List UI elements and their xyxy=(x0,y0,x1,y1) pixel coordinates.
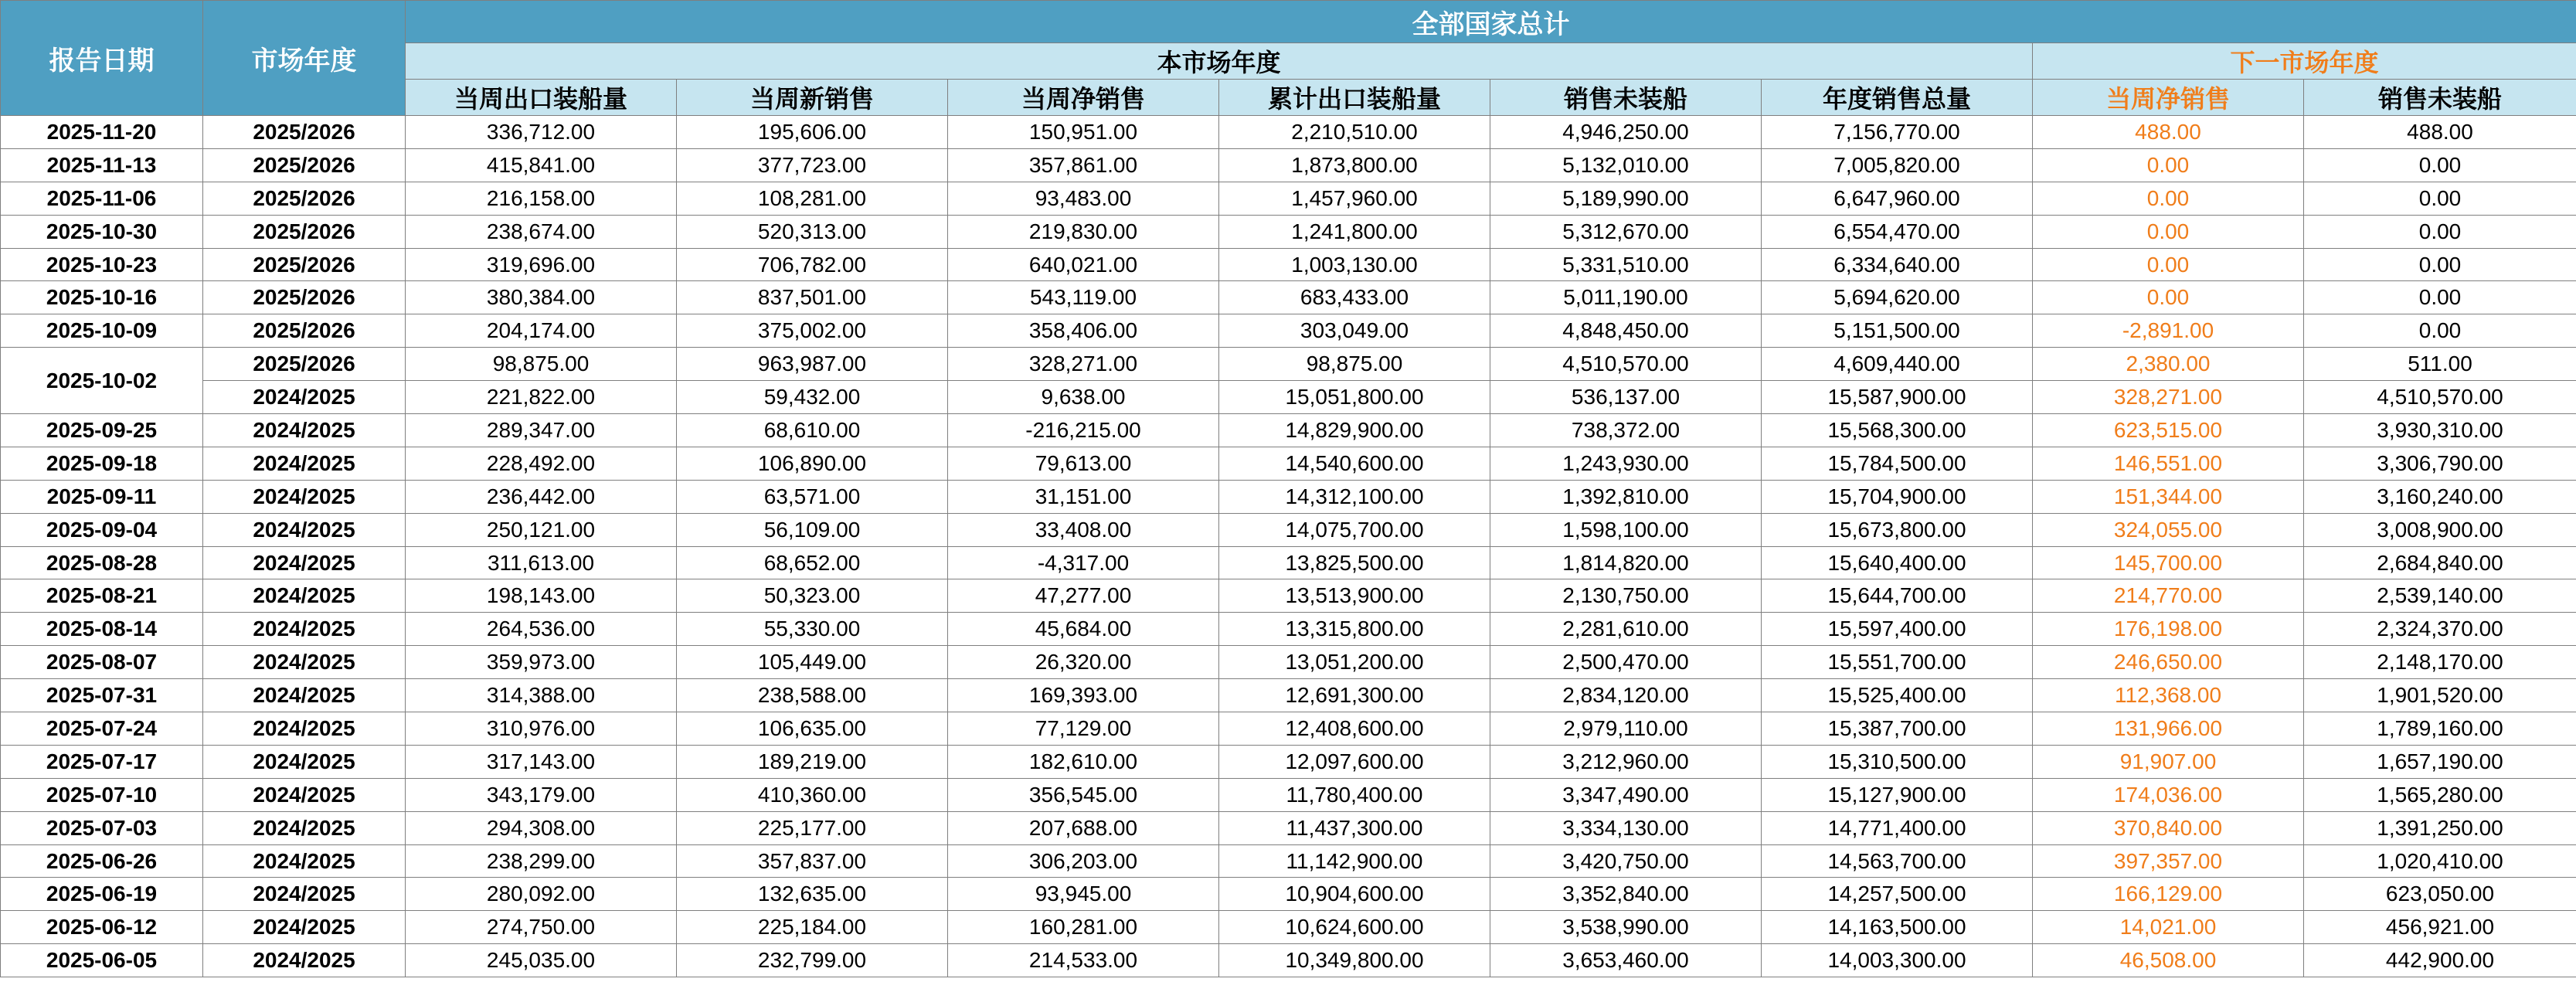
value-cell[interactable]: 214,770.00 xyxy=(2033,579,2304,613)
market-year-cell[interactable]: 2024/2025 xyxy=(203,447,406,480)
market-year-cell[interactable]: 2024/2025 xyxy=(203,745,406,778)
value-cell[interactable]: 623,515.00 xyxy=(2033,414,2304,447)
value-cell[interactable]: 145,700.00 xyxy=(2033,546,2304,579)
report-date-cell[interactable]: 2025-09-11 xyxy=(1,480,203,513)
value-cell[interactable]: 303,049.00 xyxy=(1219,314,1490,348)
value-cell[interactable]: 232,799.00 xyxy=(677,944,948,977)
value-cell[interactable]: 93,483.00 xyxy=(948,182,1219,215)
report-date-cell[interactable]: 2025-08-07 xyxy=(1,646,203,679)
value-cell[interactable]: 536,137.00 xyxy=(1490,381,1762,414)
market-year-cell[interactable]: 2024/2025 xyxy=(203,414,406,447)
value-cell[interactable]: 2,130,750.00 xyxy=(1490,579,1762,613)
table-row xyxy=(1,613,2576,646)
report-date-cell[interactable]: 2025-06-19 xyxy=(1,878,203,911)
value-cell[interactable]: 14,540,600.00 xyxy=(1219,447,1490,480)
market-year-cell[interactable]: 2025/2026 xyxy=(203,348,406,381)
value-cell[interactable]: 77,129.00 xyxy=(948,712,1219,746)
value-cell[interactable]: 2,324,370.00 xyxy=(2304,613,2576,646)
value-cell[interactable]: 11,142,900.00 xyxy=(1219,844,1490,878)
value-cell[interactable]: 14,563,700.00 xyxy=(1762,844,2033,878)
value-cell[interactable]: 15,568,300.00 xyxy=(1762,414,2033,447)
value-cell[interactable]: 4,848,450.00 xyxy=(1490,314,1762,348)
value-cell[interactable]: 3,306,790.00 xyxy=(2304,447,2576,480)
value-cell[interactable]: 310,976.00 xyxy=(406,712,677,746)
value-cell[interactable]: 15,525,400.00 xyxy=(1762,679,2033,712)
value-cell[interactable]: 336,712.00 xyxy=(406,116,677,149)
value-cell[interactable]: 14,003,300.00 xyxy=(1762,944,2033,977)
value-cell[interactable]: 1,789,160.00 xyxy=(2304,712,2576,746)
value-cell[interactable]: 3,334,130.00 xyxy=(1490,811,1762,844)
value-cell[interactable]: 5,331,510.00 xyxy=(1490,248,1762,281)
value-cell[interactable]: 160,281.00 xyxy=(948,911,1219,944)
value-cell[interactable]: 456,921.00 xyxy=(2304,911,2576,944)
value-cell[interactable]: 442,900.00 xyxy=(2304,944,2576,977)
value-cell[interactable]: 225,184.00 xyxy=(677,911,948,944)
column-header[interactable]: 当周出口装船量 xyxy=(406,80,677,116)
value-cell[interactable]: 216,158.00 xyxy=(406,182,677,215)
value-cell[interactable]: 132,635.00 xyxy=(677,878,948,911)
table-row xyxy=(1,944,2576,977)
table-row xyxy=(1,215,2576,248)
value-cell[interactable]: 0.00 xyxy=(2304,182,2576,215)
header-next-market-year: 下一市场年度 xyxy=(2033,43,2576,80)
value-cell[interactable]: 359,973.00 xyxy=(406,646,677,679)
value-cell[interactable]: 1,901,520.00 xyxy=(2304,679,2576,712)
value-cell[interactable]: 195,606.00 xyxy=(677,116,948,149)
report-date-cell[interactable]: 2025-08-21 xyxy=(1,579,203,613)
value-cell[interactable]: 356,545.00 xyxy=(948,778,1219,811)
value-cell[interactable]: 169,393.00 xyxy=(948,679,1219,712)
value-cell[interactable]: 245,035.00 xyxy=(406,944,677,977)
value-cell[interactable]: 47,277.00 xyxy=(948,579,1219,613)
value-cell[interactable]: 166,129.00 xyxy=(2033,878,2304,911)
value-cell[interactable]: 3,008,900.00 xyxy=(2304,513,2576,546)
value-cell[interactable]: 63,571.00 xyxy=(677,480,948,513)
value-cell[interactable]: 214,533.00 xyxy=(948,944,1219,977)
value-cell[interactable]: 50,323.00 xyxy=(677,579,948,613)
value-cell[interactable]: 15,597,400.00 xyxy=(1762,613,2033,646)
column-header[interactable]: 累计出口装船量 xyxy=(1219,80,1490,116)
report-date-cell[interactable]: 2025-08-14 xyxy=(1,613,203,646)
value-cell[interactable]: 0.00 xyxy=(2033,148,2304,182)
market-year-cell[interactable]: 2024/2025 xyxy=(203,613,406,646)
report-date-cell[interactable]: 2025-07-03 xyxy=(1,811,203,844)
value-cell[interactable]: 488.00 xyxy=(2304,116,2576,149)
value-cell[interactable]: 1,241,800.00 xyxy=(1219,215,1490,248)
value-cell[interactable]: 105,449.00 xyxy=(677,646,948,679)
report-date-cell[interactable]: 2025-07-31 xyxy=(1,679,203,712)
market-year-cell[interactable]: 2024/2025 xyxy=(203,911,406,944)
value-cell[interactable]: 98,875.00 xyxy=(406,348,677,381)
column-header[interactable]: 当周净销售 xyxy=(948,80,1219,116)
value-cell[interactable]: 45,684.00 xyxy=(948,613,1219,646)
value-cell[interactable]: 2,684,840.00 xyxy=(2304,546,2576,579)
value-cell[interactable]: 91,907.00 xyxy=(2033,745,2304,778)
table-row xyxy=(1,281,2576,314)
value-cell[interactable]: 4,609,440.00 xyxy=(1762,348,2033,381)
value-cell[interactable]: 3,212,960.00 xyxy=(1490,745,1762,778)
market-year-cell[interactable]: 2024/2025 xyxy=(203,778,406,811)
value-cell[interactable]: 106,635.00 xyxy=(677,712,948,746)
value-cell[interactable]: 14,075,700.00 xyxy=(1219,513,1490,546)
value-cell[interactable]: 511.00 xyxy=(2304,348,2576,381)
value-cell[interactable]: 264,536.00 xyxy=(406,613,677,646)
value-cell[interactable]: 3,160,240.00 xyxy=(2304,480,2576,513)
value-cell[interactable]: 274,750.00 xyxy=(406,911,677,944)
value-cell[interactable]: 225,177.00 xyxy=(677,811,948,844)
value-cell[interactable]: 2,148,170.00 xyxy=(2304,646,2576,679)
market-year-cell[interactable]: 2024/2025 xyxy=(203,579,406,613)
value-cell[interactable]: 1,657,190.00 xyxy=(2304,745,2576,778)
market-year-cell[interactable]: 2024/2025 xyxy=(203,811,406,844)
header-all-countries-total: 全部国家总计 xyxy=(406,1,2576,43)
value-cell[interactable]: -216,215.00 xyxy=(948,414,1219,447)
value-cell[interactable]: 415,841.00 xyxy=(406,148,677,182)
value-cell[interactable]: 1,243,930.00 xyxy=(1490,447,1762,480)
value-cell[interactable]: 15,051,800.00 xyxy=(1219,381,1490,414)
value-cell[interactable]: 189,219.00 xyxy=(677,745,948,778)
value-cell[interactable]: 238,299.00 xyxy=(406,844,677,878)
value-cell[interactable]: 520,313.00 xyxy=(677,215,948,248)
value-cell[interactable]: 5,151,500.00 xyxy=(1762,314,2033,348)
value-cell[interactable]: 14,312,100.00 xyxy=(1219,480,1490,513)
value-cell[interactable]: 963,987.00 xyxy=(677,348,948,381)
value-cell[interactable]: 15,551,700.00 xyxy=(1762,646,2033,679)
value-cell[interactable]: 6,554,470.00 xyxy=(1762,215,2033,248)
value-cell[interactable]: 380,384.00 xyxy=(406,281,677,314)
value-cell[interactable]: 56,109.00 xyxy=(677,513,948,546)
value-cell[interactable]: 250,121.00 xyxy=(406,513,677,546)
value-cell[interactable]: 5,132,010.00 xyxy=(1490,148,1762,182)
table-row xyxy=(1,414,2576,447)
value-cell[interactable]: 7,005,820.00 xyxy=(1762,148,2033,182)
value-cell[interactable]: 2,979,110.00 xyxy=(1490,712,1762,746)
table-row xyxy=(1,513,2576,546)
value-cell[interactable]: 174,036.00 xyxy=(2033,778,2304,811)
value-cell[interactable]: 93,945.00 xyxy=(948,878,1219,911)
report-date-cell[interactable]: 2025-06-26 xyxy=(1,844,203,878)
value-cell[interactable]: 11,437,300.00 xyxy=(1219,811,1490,844)
value-cell[interactable]: 317,143.00 xyxy=(406,745,677,778)
value-cell[interactable]: 13,051,200.00 xyxy=(1219,646,1490,679)
value-cell[interactable]: 4,510,570.00 xyxy=(2304,381,2576,414)
table-row xyxy=(1,844,2576,878)
value-cell[interactable]: 5,694,620.00 xyxy=(1762,281,2033,314)
column-header[interactable]: 销售未装船 xyxy=(2304,80,2576,116)
value-cell[interactable]: 0.00 xyxy=(2304,215,2576,248)
value-cell[interactable]: 15,644,700.00 xyxy=(1762,579,2033,613)
value-cell[interactable]: 15,310,500.00 xyxy=(1762,745,2033,778)
value-cell[interactable]: 13,315,800.00 xyxy=(1219,613,1490,646)
value-cell[interactable]: 15,587,900.00 xyxy=(1762,381,2033,414)
value-cell[interactable]: 14,829,900.00 xyxy=(1219,414,1490,447)
value-cell[interactable]: 15,387,700.00 xyxy=(1762,712,2033,746)
value-cell[interactable]: 11,780,400.00 xyxy=(1219,778,1490,811)
table-row xyxy=(1,348,2576,381)
value-cell[interactable]: 238,674.00 xyxy=(406,215,677,248)
value-cell[interactable]: 0.00 xyxy=(2033,281,2304,314)
report-date-cell[interactable]: 2025-07-10 xyxy=(1,778,203,811)
report-date-cell[interactable]: 2025-09-25 xyxy=(1,414,203,447)
table-row xyxy=(1,646,2576,679)
value-cell[interactable]: 706,782.00 xyxy=(677,248,948,281)
report-date-cell[interactable]: 2025-10-30 xyxy=(1,215,203,248)
market-year-cell[interactable]: 2024/2025 xyxy=(203,712,406,746)
value-cell[interactable]: 4,510,570.00 xyxy=(1490,348,1762,381)
value-cell[interactable]: 314,388.00 xyxy=(406,679,677,712)
table-row xyxy=(1,745,2576,778)
market-year-cell[interactable]: 2024/2025 xyxy=(203,480,406,513)
value-cell[interactable]: 0.00 xyxy=(2304,281,2576,314)
value-cell[interactable]: 358,406.00 xyxy=(948,314,1219,348)
value-cell[interactable]: 207,688.00 xyxy=(948,811,1219,844)
market-year-cell[interactable]: 2025/2026 xyxy=(203,314,406,348)
value-cell[interactable]: 1,814,820.00 xyxy=(1490,546,1762,579)
table-row xyxy=(1,148,2576,182)
value-cell[interactable]: 683,433.00 xyxy=(1219,281,1490,314)
value-cell[interactable]: 0.00 xyxy=(2304,314,2576,348)
value-cell[interactable]: 10,904,600.00 xyxy=(1219,878,1490,911)
table-row xyxy=(1,778,2576,811)
table-row xyxy=(1,381,2576,414)
value-cell[interactable]: 15,640,400.00 xyxy=(1762,546,2033,579)
table-row xyxy=(1,182,2576,215)
value-cell[interactable]: 2,380.00 xyxy=(2033,348,2304,381)
value-cell[interactable]: 204,174.00 xyxy=(406,314,677,348)
header-report-date[interactable]: 报告日期 xyxy=(1,1,203,116)
table-row xyxy=(1,878,2576,911)
value-cell[interactable]: 324,055.00 xyxy=(2033,513,2304,546)
report-date-cell[interactable]: 2025-09-18 xyxy=(1,447,203,480)
value-cell[interactable]: 543,119.00 xyxy=(948,281,1219,314)
value-cell[interactable]: 108,281.00 xyxy=(677,182,948,215)
value-cell[interactable]: 5,312,670.00 xyxy=(1490,215,1762,248)
value-cell[interactable]: 10,624,600.00 xyxy=(1219,911,1490,944)
value-cell[interactable]: 68,652.00 xyxy=(677,546,948,579)
value-cell[interactable]: 12,691,300.00 xyxy=(1219,679,1490,712)
value-cell[interactable]: 2,500,470.00 xyxy=(1490,646,1762,679)
value-cell[interactable]: 14,021.00 xyxy=(2033,911,2304,944)
report-date-cell[interactable]: 2025-08-28 xyxy=(1,546,203,579)
value-cell[interactable]: 221,822.00 xyxy=(406,381,677,414)
value-cell[interactable]: 6,334,640.00 xyxy=(1762,248,2033,281)
value-cell[interactable]: 1,873,800.00 xyxy=(1219,148,1490,182)
column-header[interactable]: 销售未装船 xyxy=(1490,80,1762,116)
report-date-cell[interactable]: 2025-10-16 xyxy=(1,281,203,314)
value-cell[interactable]: 3,538,990.00 xyxy=(1490,911,1762,944)
value-cell[interactable]: 328,271.00 xyxy=(948,348,1219,381)
value-cell[interactable]: 1,565,280.00 xyxy=(2304,778,2576,811)
report-date-cell[interactable]: 2025-10-09 xyxy=(1,314,203,348)
value-cell[interactable]: 0.00 xyxy=(2033,215,2304,248)
value-cell[interactable]: 3,420,750.00 xyxy=(1490,844,1762,878)
value-cell[interactable]: 410,360.00 xyxy=(677,778,948,811)
value-cell[interactable]: 176,198.00 xyxy=(2033,613,2304,646)
column-header[interactable]: 当周新销售 xyxy=(677,80,948,116)
value-cell[interactable]: 0.00 xyxy=(2033,248,2304,281)
market-year-cell[interactable]: 2024/2025 xyxy=(203,513,406,546)
market-year-cell[interactable]: 2025/2026 xyxy=(203,215,406,248)
value-cell[interactable]: 79,613.00 xyxy=(948,447,1219,480)
market-year-cell[interactable]: 2025/2026 xyxy=(203,148,406,182)
report-date-cell[interactable]: 2025-10-23 xyxy=(1,248,203,281)
value-cell[interactable]: 1,392,810.00 xyxy=(1490,480,1762,513)
value-cell[interactable]: 182,610.00 xyxy=(948,745,1219,778)
value-cell[interactable]: 238,588.00 xyxy=(677,679,948,712)
value-cell[interactable]: 357,837.00 xyxy=(677,844,948,878)
value-cell[interactable]: 5,189,990.00 xyxy=(1490,182,1762,215)
value-cell[interactable]: 15,704,900.00 xyxy=(1762,480,2033,513)
header-current-market-year: 本市场年度 xyxy=(406,43,2033,80)
value-cell[interactable]: 112,368.00 xyxy=(2033,679,2304,712)
value-cell[interactable]: 68,610.00 xyxy=(677,414,948,447)
value-cell[interactable]: -4,317.00 xyxy=(948,546,1219,579)
value-cell[interactable]: 319,696.00 xyxy=(406,248,677,281)
value-cell[interactable]: 2,210,510.00 xyxy=(1219,116,1490,149)
table-row xyxy=(1,314,2576,348)
report-date-cell[interactable]: 2025-07-24 xyxy=(1,712,203,746)
table-row xyxy=(1,447,2576,480)
value-cell[interactable]: 357,861.00 xyxy=(948,148,1219,182)
value-cell[interactable]: 623,050.00 xyxy=(2304,878,2576,911)
value-cell[interactable]: 236,442.00 xyxy=(406,480,677,513)
value-cell[interactable]: 13,825,500.00 xyxy=(1219,546,1490,579)
value-cell[interactable]: 228,492.00 xyxy=(406,447,677,480)
value-cell[interactable]: 370,840.00 xyxy=(2033,811,2304,844)
table-row xyxy=(1,679,2576,712)
value-cell[interactable]: 55,330.00 xyxy=(677,613,948,646)
market-year-cell[interactable]: 2024/2025 xyxy=(203,844,406,878)
market-year-cell[interactable]: 2024/2025 xyxy=(203,381,406,414)
report-date-cell[interactable]: 2025-09-04 xyxy=(1,513,203,546)
table-row xyxy=(1,911,2576,944)
value-cell[interactable]: 26,320.00 xyxy=(948,646,1219,679)
value-cell[interactable]: 13,513,900.00 xyxy=(1219,579,1490,613)
value-cell[interactable]: 3,930,310.00 xyxy=(2304,414,2576,447)
value-cell[interactable]: 377,723.00 xyxy=(677,148,948,182)
value-cell[interactable]: 219,830.00 xyxy=(948,215,1219,248)
value-cell[interactable]: 10,349,800.00 xyxy=(1219,944,1490,977)
value-cell[interactable]: 2,281,610.00 xyxy=(1490,613,1762,646)
value-cell[interactable]: 306,203.00 xyxy=(948,844,1219,878)
value-cell[interactable]: 59,432.00 xyxy=(677,381,948,414)
value-cell[interactable]: 15,673,800.00 xyxy=(1762,513,2033,546)
value-cell[interactable]: 9,638.00 xyxy=(948,381,1219,414)
market-year-cell[interactable]: 2024/2025 xyxy=(203,646,406,679)
value-cell[interactable]: -2,891.00 xyxy=(2033,314,2304,348)
value-cell[interactable]: 2,834,120.00 xyxy=(1490,679,1762,712)
value-cell[interactable]: 150,951.00 xyxy=(948,116,1219,149)
value-cell[interactable]: 151,344.00 xyxy=(2033,480,2304,513)
value-cell[interactable]: 1,598,100.00 xyxy=(1490,513,1762,546)
value-cell[interactable]: 738,372.00 xyxy=(1490,414,1762,447)
value-cell[interactable]: 131,966.00 xyxy=(2033,712,2304,746)
value-cell[interactable]: 5,011,190.00 xyxy=(1490,281,1762,314)
value-cell[interactable]: 14,771,400.00 xyxy=(1762,811,2033,844)
market-year-cell[interactable]: 2024/2025 xyxy=(203,878,406,911)
market-year-cell[interactable]: 2025/2026 xyxy=(203,182,406,215)
value-cell[interactable]: 280,092.00 xyxy=(406,878,677,911)
value-cell[interactable]: 6,647,960.00 xyxy=(1762,182,2033,215)
value-cell[interactable]: 0.00 xyxy=(2304,248,2576,281)
table-row xyxy=(1,248,2576,281)
table-row xyxy=(1,579,2576,613)
value-cell[interactable]: 1,003,130.00 xyxy=(1219,248,1490,281)
table-row xyxy=(1,116,2576,149)
value-cell[interactable]: 294,308.00 xyxy=(406,811,677,844)
value-cell[interactable]: 1,020,410.00 xyxy=(2304,844,2576,878)
value-cell[interactable]: 15,127,900.00 xyxy=(1762,778,2033,811)
value-cell[interactable]: 12,097,600.00 xyxy=(1219,745,1490,778)
value-cell[interactable]: 837,501.00 xyxy=(677,281,948,314)
market-year-cell[interactable]: 2024/2025 xyxy=(203,679,406,712)
value-cell[interactable]: 2,539,140.00 xyxy=(2304,579,2576,613)
value-cell[interactable]: 640,021.00 xyxy=(948,248,1219,281)
value-cell[interactable]: 397,357.00 xyxy=(2033,844,2304,878)
value-cell[interactable]: 3,653,460.00 xyxy=(1490,944,1762,977)
report-date-cell[interactable]: 2025-06-05 xyxy=(1,944,203,977)
value-cell[interactable]: 0.00 xyxy=(2033,182,2304,215)
market-year-cell[interactable]: 2024/2025 xyxy=(203,944,406,977)
value-cell[interactable]: 311,613.00 xyxy=(406,546,677,579)
value-cell[interactable]: 46,508.00 xyxy=(2033,944,2304,977)
value-cell[interactable]: 14,257,500.00 xyxy=(1762,878,2033,911)
value-cell[interactable]: 3,352,840.00 xyxy=(1490,878,1762,911)
value-cell[interactable]: 3,347,490.00 xyxy=(1490,778,1762,811)
value-cell[interactable]: 1,457,960.00 xyxy=(1219,182,1490,215)
value-cell[interactable]: 4,946,250.00 xyxy=(1490,116,1762,149)
table-body xyxy=(1,116,2576,977)
value-cell[interactable]: 1,391,250.00 xyxy=(2304,811,2576,844)
column-header[interactable]: 年度销售总量 xyxy=(1762,80,2033,116)
table-row xyxy=(1,480,2576,513)
market-year-cell[interactable]: 2025/2026 xyxy=(203,116,406,149)
value-cell[interactable]: 328,271.00 xyxy=(2033,381,2304,414)
report-date-cell[interactable]: 2025-11-13 xyxy=(1,148,203,182)
value-cell[interactable]: 289,347.00 xyxy=(406,414,677,447)
value-cell[interactable]: 12,408,600.00 xyxy=(1219,712,1490,746)
market-year-cell[interactable]: 2025/2026 xyxy=(203,248,406,281)
value-cell[interactable]: 7,156,770.00 xyxy=(1762,116,2033,149)
value-cell[interactable]: 98,875.00 xyxy=(1219,348,1490,381)
report-date-cell[interactable]: 2025-07-17 xyxy=(1,745,203,778)
value-cell[interactable]: 33,408.00 xyxy=(948,513,1219,546)
table-row xyxy=(1,712,2576,746)
value-cell[interactable]: 15,784,500.00 xyxy=(1762,447,2033,480)
column-header[interactable]: 当周净销售 xyxy=(2033,80,2304,116)
value-cell[interactable]: 14,163,500.00 xyxy=(1762,911,2033,944)
market-year-cell[interactable]: 2025/2026 xyxy=(203,281,406,314)
value-cell[interactable]: 0.00 xyxy=(2304,148,2576,182)
table-row xyxy=(1,546,2576,579)
market-year-cell[interactable]: 2024/2025 xyxy=(203,546,406,579)
report-date-cell[interactable]: 2025-06-12 xyxy=(1,911,203,944)
value-cell[interactable]: 146,551.00 xyxy=(2033,447,2304,480)
report-date-cell[interactable]: 2025-11-20 xyxy=(1,116,203,149)
value-cell[interactable]: 198,143.00 xyxy=(406,579,677,613)
table-row xyxy=(1,811,2576,844)
value-cell[interactable]: 375,002.00 xyxy=(677,314,948,348)
report-date-cell[interactable]: 2025-11-06 xyxy=(1,182,203,215)
value-cell[interactable]: 31,151.00 xyxy=(948,480,1219,513)
value-cell[interactable]: 246,650.00 xyxy=(2033,646,2304,679)
value-cell[interactable]: 343,179.00 xyxy=(406,778,677,811)
value-cell[interactable]: 488.00 xyxy=(2033,116,2304,149)
value-cell[interactable]: 106,890.00 xyxy=(677,447,948,480)
report-date-cell[interactable]: 2025-10-02 xyxy=(1,348,203,414)
header-market-year[interactable]: 市场年度 xyxy=(203,1,406,116)
